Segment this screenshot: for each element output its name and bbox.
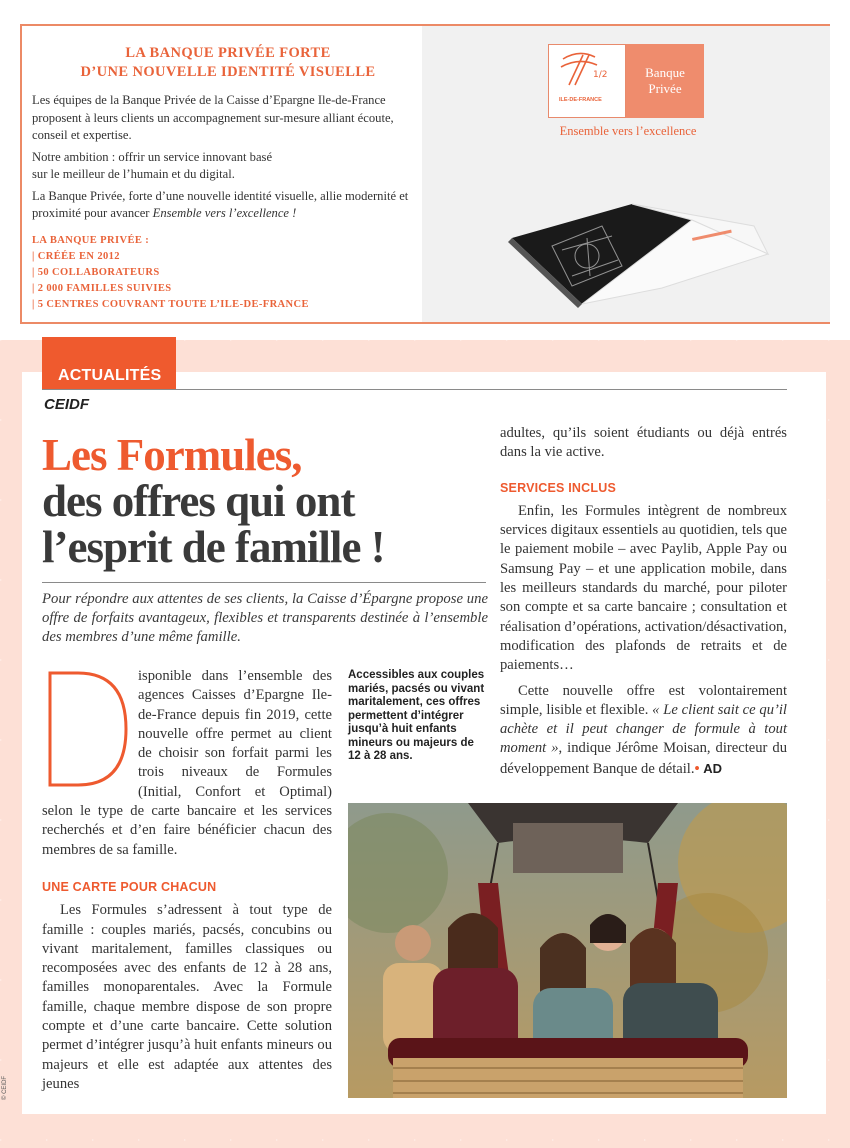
list-item: | 50 COLLABORATEURS [32,266,160,278]
banner-key-figures [32,233,424,313]
banque-privee-banner [20,24,830,324]
article-intro: isponible dans l’ensemble des agences Caisses d’Epargne Ile-de-France depuis fin 2019, cette nouvelle offre permet au client de choisir son forfait parmi les trois niveaux de Formules (Initial, Confort et Optimal) selon le type de carte bancaire et les services recherchés et d’en faire bénéficier chacun des membres de sa famille. [42,668,332,858]
banner-body [32,92,424,223]
headline-accent: Les Formules, [42,430,302,480]
dropcap-letter: D [40,667,41,668]
sub-rubric: CEIDF [44,396,89,413]
banner-paragraph-1: Les équipes de la Banque Privée de la Caisse d’Epargne Ile-de-France proposent à leurs clients un accompagnement sur-mesure alliant écoute, conseil et expertise. [32,93,394,142]
family-balloon-photo [348,803,787,1098]
article-section-2: Enfin, les Formules intègrent de nombreux services digitaux essentiels au quotidien, tels que le paiement mobile – avec Paylib, Apple Pay ou Samsung Pay – et une application mobile, dans les meilleurs standards du marché, pour piloter son compte et sa carte bancaire ; consultation et réalisation d’opérations, activation/désactivation, modification des plafonds de retraits et de paiements… [500,502,787,674]
headline-divider [42,582,486,583]
banner-paragraph-2: Notre ambition : offrir un service innovant basé sur le meilleur de l’humain et du digital. [32,149,273,181]
author-signature: AD [703,760,723,776]
photo-credit: © CEIDF [2,1075,8,1100]
tagline: Ensemble vers l’excellence [559,124,697,138]
logo-banque-privee-label: Banque Privée [626,44,704,118]
pull-quote: Accessibles aux couples mariés, pacsés ou vivant maritalement, ces offres permettent d’intégrer jusqu’à huit enfants mineurs ou majeurs de 12 à 28 ans. [348,669,485,762]
article-column-2 [500,424,787,779]
banque-privee-logo [548,44,704,118]
article-headline: Les Formules, des offres qui ont l’esprit de famille ! [42,432,492,570]
squirrel-logo-icon: 1/2 ILE-DE-FRANCE [548,44,626,118]
list-item: | 5 CENTRES COUVRANT TOUTE L’ILE-DE-FRANCE [32,298,309,310]
end-dot: • [694,760,700,777]
banner-paragraph-3: La Banque Privée, forte d’une nouvelle identité visuelle, allie modernité et proximité pour avancer Ensemble vers l’excellence ! [32,188,409,220]
article-section-1: Les Formules s’adressent à tout type de famille : couples mariés, pacsés, concubins ou vivant maritalement, familles classiques ou recomposées avec des enfants de 12 à 28 ans, familles monoparentales. Avec la Formule famille, chaque membre dispose de son propre compte et d’une carte bancaire. Cette solution permet d’intégrer jusqu’à huit enfants mineurs ou majeurs et elle est adaptée aux attentes des jeunes [42,902,332,1092]
banner-title: LA BANQUE PRIVÉE FORTE D’UNE NOUVELLE IDENTITÉ VISUELLE [80,45,376,80]
list-item: | CRÉÉE EN 2012 [32,250,120,262]
article-section-3: Cette nouvelle offre est volontairement simple, lisible et flexible. « Le client sait ce qu’il achète et il peut changer de formule à tout moment », indique Jérôme Moisan, directeur du développement Banque de détail.• AD [500,682,787,777]
banner-list-title: LA BANQUE PRIVÉE : [32,234,150,246]
article-chapo: Pour répondre aux attentes de ses clients, la Caisse d’Épargne propose une offre de forfaits avantageux, flexibles et transparents destinée à l’ensemble des membres d’une même famille. [42,591,488,645]
svg-text:1/2: 1/2 [593,70,608,80]
dropcap [40,667,132,791]
section-rubric: ACTUALITÉS [42,337,176,390]
subheading-services-inclus: SERVICES INCLUS [500,480,616,495]
rubric-divider [42,389,787,390]
banner-text-block [32,44,424,313]
subheading-une-carte: UNE CARTE POUR CHACUN [42,879,217,894]
article-column-1 [42,667,332,1094]
banner-visual [422,26,830,322]
list-item: | 2 000 FAMILLES SUIVIES [32,282,172,294]
brochure-image [492,176,792,316]
article-section-1-continued: adultes, qu’ils soient étudiants ou déjà entrés dans la vie active. [500,425,787,461]
